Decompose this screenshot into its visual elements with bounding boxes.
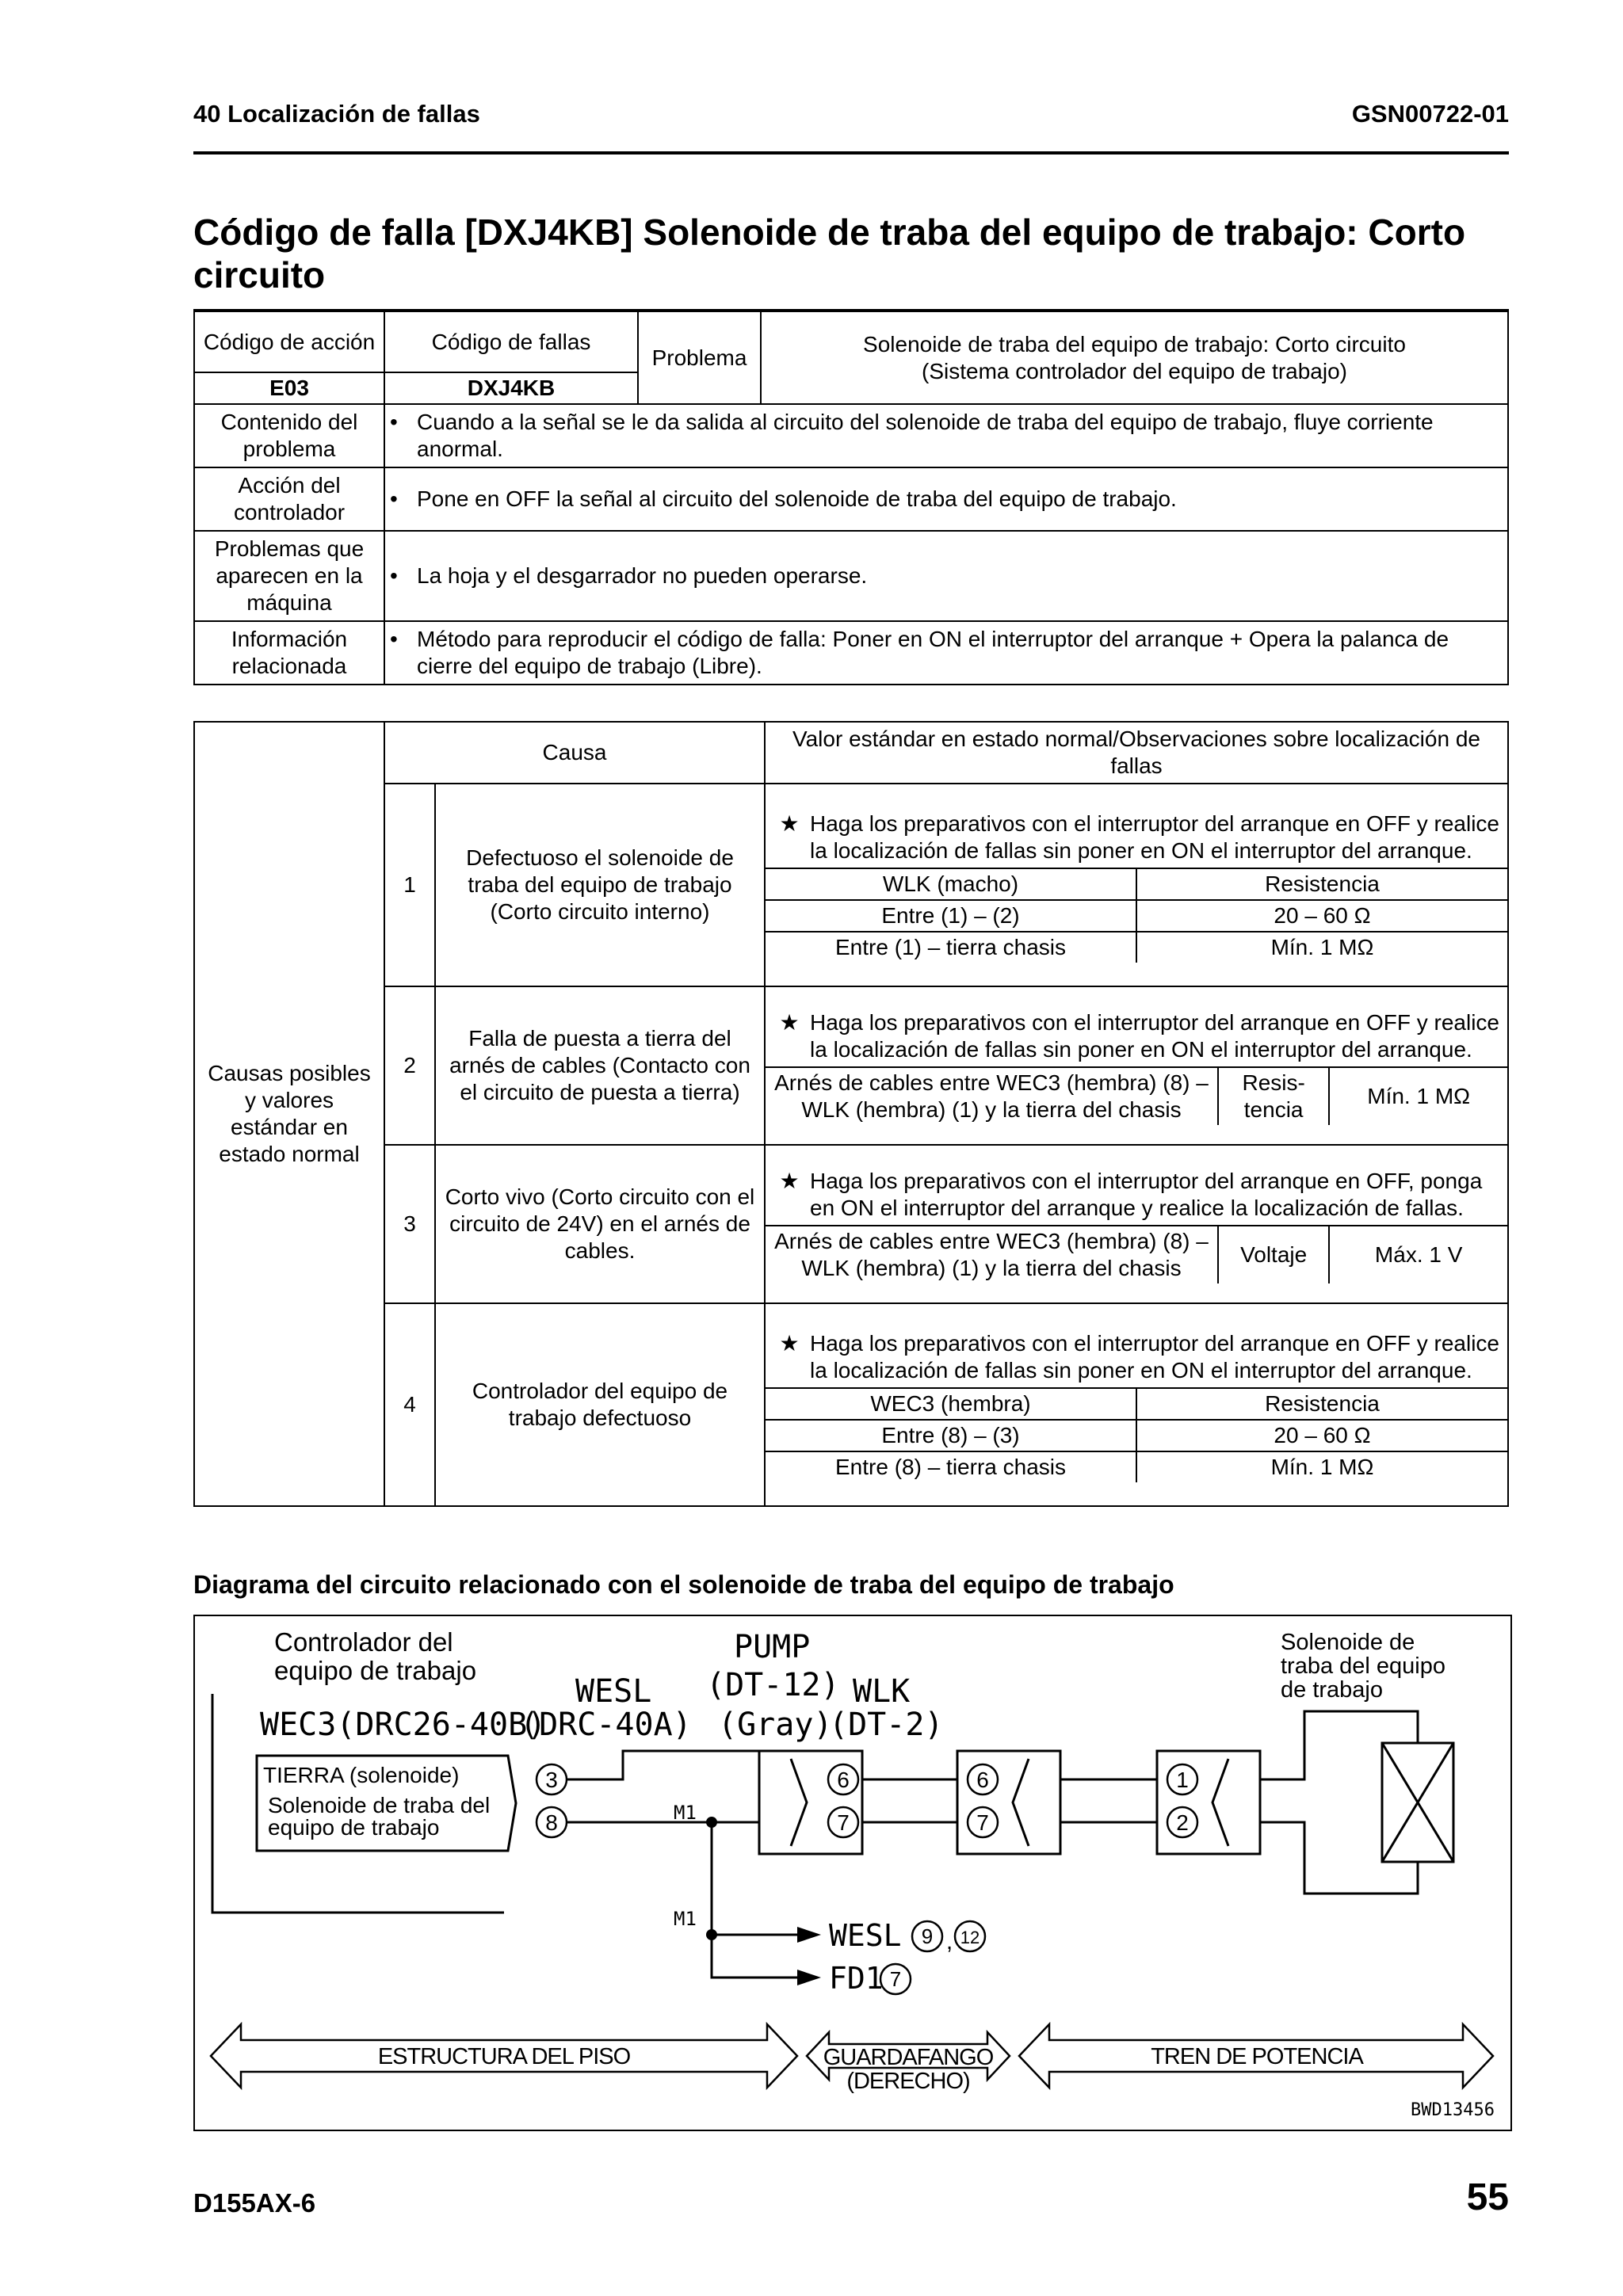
bullet-icon: • bbox=[390, 563, 398, 588]
harness-cell: Arnés de cables entre WEC3 (hembra) (8) – WLK (hembra) (1) y la tierra del chasis bbox=[766, 1067, 1218, 1125]
cause-text: Controlador del equipo de trabajo defectuoso bbox=[435, 1303, 765, 1506]
star-icon: ★ bbox=[779, 811, 800, 836]
sol-label-2: traba del equipo bbox=[1281, 1653, 1445, 1679]
pump-label-2: (DT-12) bbox=[706, 1667, 840, 1703]
wlk-connector-chevron bbox=[1212, 1759, 1228, 1846]
wire-wesl-pump bbox=[862, 1779, 957, 1822]
page-title: Código de falla [DXJ4KB] Solenoide de traba del equipo de trabajo: Corto circuito bbox=[193, 212, 1466, 296]
zone-floor-label: ESTRUCTURA DEL PISO bbox=[377, 2044, 631, 2069]
value-cell: Mín. 1 MΩ bbox=[1329, 1067, 1507, 1125]
star-icon: ★ bbox=[779, 1010, 800, 1035]
check-cell: WLK (macho) bbox=[766, 868, 1136, 900]
m1-label: M1 bbox=[674, 1908, 697, 1930]
wire-pump-wlk bbox=[1060, 1779, 1157, 1822]
pin-wec3-b: 8 bbox=[545, 1810, 558, 1835]
check-cell: Mín. 1 MΩ bbox=[1136, 1451, 1507, 1482]
branch-pin-c: 7 bbox=[889, 1967, 902, 1991]
pin-wlk-a: 1 bbox=[1176, 1768, 1189, 1792]
junction-dot bbox=[706, 1929, 717, 1940]
zone-fender-label-1: GUARDAFANGO bbox=[823, 2045, 994, 2070]
pump-label-1: PUMP bbox=[734, 1629, 811, 1665]
problem-text-2: (Sistema controlador del equipo de trabajo) bbox=[922, 358, 1347, 383]
cause-note: Haga los preparativos con el interruptor del arranque en OFF y realice la localización de fallas sin poner en ON el interruptor del arranque. bbox=[810, 1331, 1499, 1383]
check-cell: 20 – 60 Ω bbox=[1136, 1420, 1507, 1451]
check-cell: Entre (8) – (3) bbox=[766, 1420, 1136, 1451]
wire-ground bbox=[567, 1751, 759, 1779]
header-rule bbox=[193, 151, 1509, 154]
measure-cell: Voltaje bbox=[1218, 1226, 1329, 1283]
check-cell: Entre (1) – (2) bbox=[766, 900, 1136, 932]
bullet-icon: • bbox=[390, 486, 398, 511]
row-label: Acción del controlador bbox=[194, 467, 384, 531]
bullet-icon: • bbox=[390, 410, 398, 434]
m1-label: M1 bbox=[674, 1802, 697, 1824]
harness-cell: Arnés de cables entre WEC3 (hembra) (8) – WLK (hembra) (1) y la tierra del chasis bbox=[766, 1226, 1218, 1283]
sol-label-1: Solenoide de bbox=[1281, 1630, 1415, 1655]
check-cell: Entre (8) – tierra chasis bbox=[766, 1451, 1136, 1482]
check-table bbox=[766, 1225, 1507, 1283]
controller-label-2: equipo de trabajo bbox=[274, 1656, 477, 1685]
footer-model: D155AX-6 bbox=[193, 2188, 316, 2218]
controller-label-1: Controlador del bbox=[274, 1627, 453, 1657]
check-cell: Mín. 1 MΩ bbox=[1136, 932, 1507, 963]
wire-wlk-sol-1 bbox=[1260, 1711, 1418, 1779]
cause-num: 1 bbox=[384, 784, 435, 986]
pump-connector-chevron bbox=[1013, 1759, 1029, 1846]
check-cell: WEC3 (hembra) bbox=[766, 1388, 1136, 1420]
check-cell: Entre (1) – tierra chasis bbox=[766, 932, 1136, 963]
cause-text: Falla de puesta a tierra del arnés de cables (Contacto con el circuito de puesta a tierra) bbox=[435, 986, 765, 1145]
wire-branch bbox=[712, 1822, 797, 1978]
row-label: Contenido del problema bbox=[194, 404, 384, 467]
cause-num: 2 bbox=[384, 986, 435, 1145]
wlk-label-1: WLK bbox=[853, 1673, 911, 1710]
page-number: 55 bbox=[1466, 2176, 1509, 2218]
sol-pin-label-2: equipo de trabajo bbox=[268, 1815, 440, 1840]
bullet-icon: • bbox=[390, 627, 398, 651]
sol-label-3: de trabajo bbox=[1281, 1677, 1383, 1703]
wesl-connector-chevron bbox=[791, 1759, 807, 1846]
cause-left-label: Causas posibles y valores estándar en estado normal bbox=[194, 722, 384, 1506]
problem-text-1: Solenoide de traba del equipo de trabajo: Corto circuito bbox=[863, 331, 1406, 357]
pump-label-3: (Gray) bbox=[718, 1707, 833, 1743]
cause-text: Defectuoso el solenoide de traba del equipo de trabajo (Corto circuito interno) bbox=[435, 784, 765, 986]
h-value: Valor estándar en estado normal/Observaciones sobre localización de fallas bbox=[765, 722, 1508, 784]
row-label: Problemas que aparecen en la máquina bbox=[194, 531, 384, 621]
branch-pin-sep: , bbox=[945, 1928, 953, 1955]
cause-note: Haga los preparativos con el interruptor del arranque en OFF y realice la localización de fallas sin poner en ON el interruptor del arranque. bbox=[810, 811, 1499, 863]
sol-pin-label-1: Solenoide de traba del bbox=[268, 1793, 491, 1817]
header-doc-code: GSN00722-01 bbox=[1351, 100, 1509, 128]
row-text: Método para reproducir el código de falla: Poner en ON el interruptor del arranque + Opera la palanca de cierre del equipo de trabajo (Libre). bbox=[417, 627, 1449, 678]
branch-wesl-label: WESL bbox=[829, 1918, 902, 1953]
check-table bbox=[766, 868, 1507, 963]
branch-fd1-label: FD1 bbox=[829, 1961, 884, 1996]
pump-connector bbox=[957, 1751, 1060, 1854]
wesl-label-1: WESL bbox=[575, 1673, 652, 1710]
pin-wec3-a: 3 bbox=[545, 1768, 558, 1792]
problem-text bbox=[761, 311, 1508, 404]
row-label: Información relacionada bbox=[194, 621, 384, 685]
check-cell: Resistencia bbox=[1136, 1388, 1507, 1420]
tierra-label: TIERRA (solenoide) bbox=[263, 1763, 460, 1787]
arrow-head-icon bbox=[797, 1970, 821, 1985]
junction-dot bbox=[706, 1817, 717, 1828]
value-cell: Máx. 1 V bbox=[1329, 1226, 1507, 1283]
star-icon: ★ bbox=[779, 1331, 800, 1356]
row-text: Pone en OFF la señal al circuito del solenoide de traba del equipo de trabajo. bbox=[417, 486, 1177, 511]
check-table bbox=[766, 1387, 1507, 1482]
wesl-connector bbox=[759, 1751, 862, 1854]
h-action-code: Código de acción bbox=[194, 311, 384, 372]
wire-wlk-sol-2 bbox=[1260, 1822, 1418, 1894]
wlk-label-2: (DT-2) bbox=[829, 1707, 944, 1743]
row-text: Cuando a la señal se le da salida al circuito del solenoide de traba del equipo de trabajo, fluye corriente anormal. bbox=[417, 410, 1434, 461]
cause-note: Haga los preparativos con el interruptor del arranque en OFF y realice la localización de fallas sin poner en ON el interruptor del arranque. bbox=[810, 1010, 1499, 1062]
pin-pump-a: 6 bbox=[976, 1768, 989, 1792]
row-text: La hoja y el desgarrador no pueden operarse. bbox=[417, 563, 868, 588]
arrow-head-icon bbox=[797, 1927, 821, 1943]
pin-wlk-b: 2 bbox=[1176, 1810, 1189, 1835]
check-cell: 20 – 60 Ω bbox=[1136, 900, 1507, 932]
cause-note: Haga los preparativos con el interruptor del arranque en OFF, ponga en ON el interruptor del arranque y realice la localización de fallas. bbox=[810, 1169, 1483, 1220]
zone-powertrain-label: TREN DE POTENCIA bbox=[1151, 2044, 1363, 2069]
star-icon: ★ bbox=[779, 1169, 800, 1193]
measure-cell: Resis-tencia bbox=[1218, 1067, 1329, 1125]
h-cause: Causa bbox=[384, 722, 765, 784]
branch-pin-a: 9 bbox=[921, 1924, 934, 1948]
wec3-label: WEC3(DRC26-40B) bbox=[260, 1707, 547, 1743]
check-table bbox=[766, 1066, 1507, 1125]
cause-text: Corto vivo (Corto circuito con el circuito de 24V) en el arnés de cables. bbox=[435, 1145, 765, 1303]
h-problem: Problema bbox=[638, 311, 761, 404]
check-cell: Resistencia bbox=[1136, 868, 1507, 900]
wlk-connector bbox=[1157, 1751, 1260, 1854]
info-table bbox=[193, 309, 1509, 685]
branch-pin-b: 12 bbox=[960, 1928, 980, 1947]
action-code: E03 bbox=[194, 372, 384, 404]
h-fault-code: Código de fallas bbox=[384, 311, 638, 372]
cause-num: 4 bbox=[384, 1303, 435, 1506]
header-section: 40 Localización de fallas bbox=[193, 100, 480, 128]
circuit-diagram bbox=[193, 1615, 1512, 2131]
diagram-title: Diagrama del circuito relacionado con el solenoide de traba del equipo de trabajo bbox=[193, 1570, 1174, 1599]
diagram-code: BWD13456 bbox=[1411, 2100, 1495, 2120]
pin-wesl-b: 7 bbox=[837, 1810, 850, 1835]
cause-num: 3 bbox=[384, 1145, 435, 1303]
fault-code: DXJ4KB bbox=[384, 372, 638, 404]
zone-fender-label-2: (DERECHO) bbox=[846, 2069, 970, 2094]
cause-table bbox=[193, 721, 1509, 1507]
pin-pump-b: 7 bbox=[976, 1810, 989, 1835]
solenoid-coil-cross bbox=[1382, 1743, 1453, 1862]
pin-wesl-a: 6 bbox=[837, 1768, 850, 1792]
wesl-label-2: (DRC-40A) bbox=[520, 1707, 692, 1743]
